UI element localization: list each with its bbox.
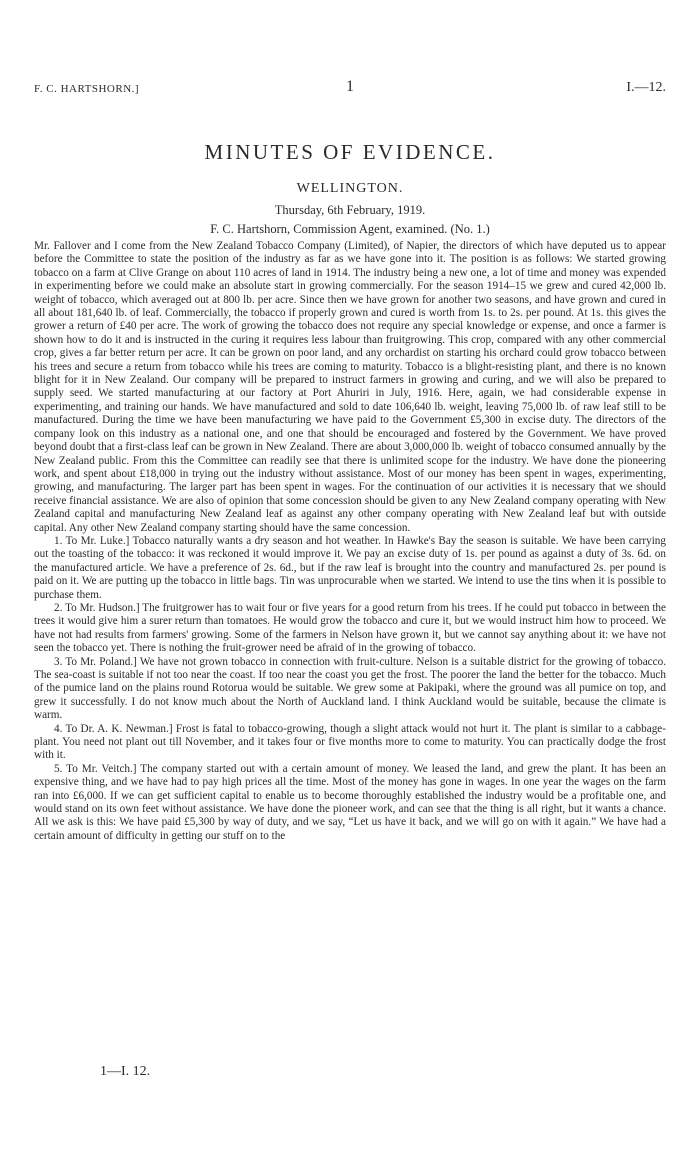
header-witness-name: F. C. HARTSHORN.]: [34, 83, 140, 95]
header-paper-reference: I.—12.: [626, 80, 666, 95]
running-header: [34, 80, 666, 100]
paragraph-answer-1: 1. To Mr. Luke.] Tobacco naturally wants a dry season and hot weather. In Hawke's Bay the season is suitable. We have been carrying out the toasting of the tobacco: it was reckoned it would improve it. We pay an excise duty of 1s. per pound as against a duty of 3s. 6d. on the manufactured article. We have a preference of 2s. 6d., but if the raw leaf is brought into the country and manufactured 2s. per pound is paid on it. We are putting up the tobacco in little bags. Tin was unprocurable when we started. We intend to use the tins when it is possible to purchase them.: [34, 534, 666, 601]
paragraph-answer-2: 2. To Mr. Hudson.] The fruitgrower has to wait four or five years for a good return from his trees. If he could put tobacco in between the trees it would give him a surer return than tomatoes. He would grow the tobacco and cure it, but we would instruct him how to proceed. We have not had results from farmers' growing. Some of the farmers in Nelson have grown it, but we cannot say anything about it: we have not seen the tobacco yet. There is nothing the fruit-grower need be afraid of in the growing of tobacco.: [34, 601, 666, 655]
witness-line: F. C. Hartshorn, Commission Agent, examined. (No. 1.): [210, 222, 490, 236]
document-place: WELLINGTON.: [296, 181, 404, 196]
paragraph-answer-4: 4. To Dr. A. K. Newman.] Frost is fatal to tobacco-growing, though a slight attack would not hurt it. The plant is similar to a cabbage-plant. You need not plant out till November, and it takes four or five months more to come to maturity. You can practically dodge the frost with it.: [34, 722, 666, 762]
paragraph-answer-3: 3. To Mr. Poland.] We have not grown tobacco in connection with fruit-culture. Nelson is a suitable district for the growing of tobacco. The sea-coast is suitable if not too near the coast. If too near the coast you get the frost. The poorer the land the better for the tobacco. Much of the pumice land on the plains round Rotorua would be suitable. We grew some at Pakipaki, where the ground was all pumice on top, and grew it successfully. I do not know much about the North of Auckland land. I think Auckland would be suitable, because the climate is warm.: [34, 655, 666, 722]
paragraph-answer-5: 5. To Mr. Veitch.] The company started out with a certain amount of money. We leased the land, and grew the plant. It has been an expensive thing, and we have had to pay high prices all the time. Most of the money has gone in wages. In one year the wages on the farm ran into £6,000. If we can get sufficient capital to enable us to become thoroughly established the industry would be a profitable one, and would stand on its own feet without assistance. We have done the pioneer work, and can see that the thing is all right, but it wants a chance. All we ask is this: We have paid £5,300 by way of duty, and we say, “Let us have it back, and we will go on with it again.” We have had a certain amount of difficulty in getting our stuff on to the: [34, 762, 666, 842]
document-title: MINUTES OF EVIDENCE.: [204, 140, 496, 164]
signature-mark: 1—I. 12.: [100, 1064, 151, 1079]
header-page-number: 1: [346, 78, 354, 95]
paragraph-statement: Mr. Fallover and I come from the New Zealand Tobacco Company (Limited), of Napier, the directors of which have deputed us to appear before the Committee to state the position of the industry as far as we have gone into it. The position is as follows: We started growing tobacco on a farm at Clive Grange on about 110 acres of land in 1914. The industry being a new one, a lot of time and money was expended in experimenting before we could make an absolute start in growing commercially. For the season 1914–15 we grew and cured 42,000 lb. weight of tobacco, which averaged out at 800 lb. per acre. Since then we have grown for another two seasons, and have grown and cured in all about 181,640 lb. of leaf. Commercially, the tobacco if properly grown and cured is worth from 1s. to 2s. per pound. At 1s. this gives the grower a return of £40 per acre. The work of growing the tobacco does not require any special knowledge or expense, and once a farmer is shown how to do it and is instructed in the curing it requires less labour than fruitgrowing. This crop, compared with any other commercial crop, gives a far better return per acre. It can be grown on poor land, and any orchardist on starting his orchard could grow tobacco between his trees and secure a return from tobacco while his trees are coming to maturity. Tobacco is a blight-resisting plant, and there is no known blight for it in New Zealand. Our company will be prepared to instruct farmers in growing and curing, and we will also be prepared to supply seed. We started manufacturing at our factory at Port Ahuriri in July, 1916. Here, again, we had considerable expense in experimenting, and training our hands. We have manufactured and sold to date 106,640 lb. weight, leaving 75,000 lb. of raw leaf still to be manufactured. During the time we have been manufacturing we have paid to the Government £5,300 in excise duty. The directors of the company look on this industry as a national one, and one that should be encouraged and fostered by the Government. We have proved beyond doubt that a first-class leaf can be grown in New Zealand. There are about 3,000,000 lb. weight of tobacco consumed annually by the New Zealand public. From this the Committee can readily see that there is unlimited scope for the industry. We have done the pioneering work, and spent about £18,000 in trying out the industry without assistance. Most of our money has been spent in wages, experimenting, growing, and manufacturing. The larger part has been spent in wages. For the continuation of our activities it is necessary that we should receive financial assistance. We are also of opinion that some concession should be given to any New Zealand company operating with New Zealand capital and manufacturing New Zealand leaf as against any other company operating with New Zealand leaf but with outside capital. Any other New Zealand company starting should have the same concession.: [34, 240, 667, 534]
evidence-body: [34, 240, 666, 843]
document-date: Thursday, 6th February, 1919.: [274, 203, 426, 217]
